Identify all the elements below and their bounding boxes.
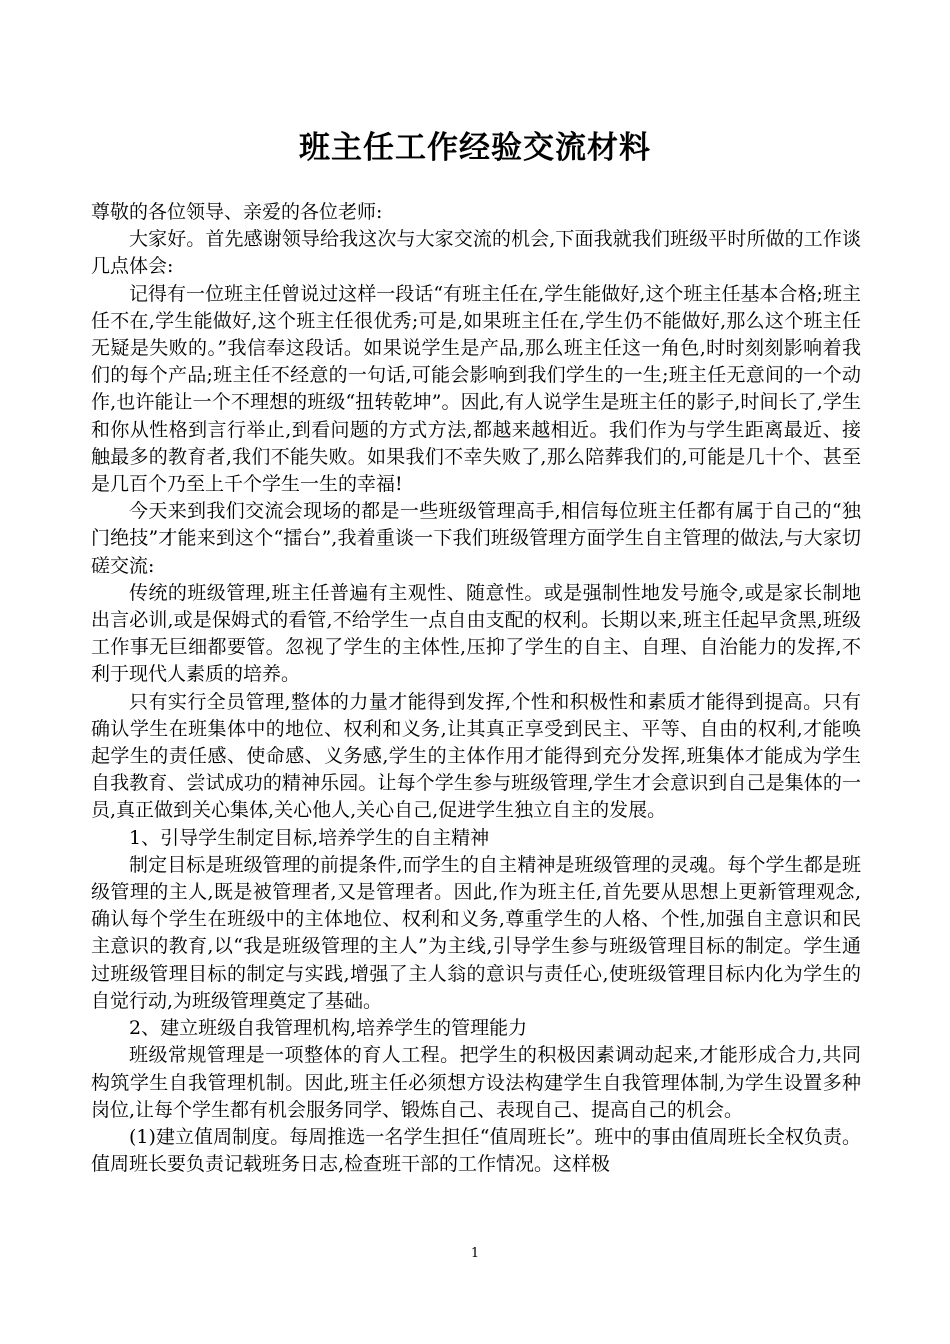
document-body <box>91 199 861 1178</box>
paragraph: 传统的班级管理,班主任普遍有主观性、随意性。或是强制性地发号施令,或是家长制地出言必训,或是保姆式的看管,不给学生一点自由支配的权利。长期以来,班主任起早贪黑,班级工作事无巨细都要管。忽视了学生的主体性,压抑了学生的自主、自理、自治能力的发挥,不利于现代人素质的培养。 <box>91 581 861 686</box>
paragraph: 班级常规管理是一项整体的育人工程。把学生的积极因素调动起来,才能形成合力,共同构筑学生自我管理机制。因此,班主任必须想方设法构建学生自我管理体制,为学生设置多种岗位,让每个学生都有机会服务同学、锻炼自己、表现自己、提高自己的机会。 <box>91 1044 861 1121</box>
paragraph: 制定目标是班级管理的前提条件,而学生的自主精神是班级管理的灵魂。每个学生都是班级管理的主人,既是被管理者,又是管理者。因此,作为班主任,首先要从思想上更新管理观念,确认每个学生在班级中的主体地位、权利和义务,尊重学生的人格、个性,加强自主意识和民主意识的教育,以“我是班级管理的主人”为主线,引导学生参与班级管理目标的制定。学生通过班级管理目标的制定与实践,增强了主人翁的意识与责任心,使班级管理目标内化为学生的自觉行动,为班级管理奠定了基础。 <box>91 853 861 1012</box>
section-heading: 1、引导学生制定目标,培养学生的自主精神 <box>129 826 490 849</box>
paragraph: (1)建立值周制度。每周推选一名学生担任“值周班长”。班中的事由值周班长全权负责。值周班长要负责记载班务日志,检查班干部的工作情况。这样极 <box>91 1125 861 1176</box>
paragraph: 今天来到我们交流会现场的都是一些班级管理高手,相信每位班主任都有属于自己的“独门绝技”才能来到这个“擂台”,我着重谈一下我们班级管理方面学生自主管理的做法,与大家切磋交流: <box>91 500 861 577</box>
paragraph: 只有实行全员管理,整体的力量才能得到发挥,个性和积极性和素质才能得到提高。只有确认学生在班集体中的地位、权利和义务,让其真正享受到民主、平等、自由的权利,才能唤起学生的责任感、使命感、义务感,学生的主体作用才能得到充分发挥,班集体才能成为学生自我教育、尝试成功的精神乐园。让每个学生参与班级管理,学生才会意识到自己是集体的一员,真正做到关心集体,关心他人,关心自己,促进学生独立自主的发展。 <box>91 690 861 822</box>
paragraph: 记得有一位班主任曾说过这样一段话“有班主任在,学生能做好,这个班主任基本合格;班主任不在,学生能做好,这个班主任很优秀;可是,如果班主任在,学生仍不能做好,那么这个班主任无疑是失败的。”我信奉这段话。如果说学生是产品,那么班主任这一角色,时时刻刻影响着我们的每个产品;班主任不经意的一句话,可能会影响到我们学生的一生;班主任无意间的一个动作,也许能让一个不理想的班级“扭转乾坤”。因此,有人说学生是班主任的影子,时间长了,学生和你从性格到言行举止,到看问题的方式方法,都越来越相近。我们作为与学生距离最近、接触最多的教育者,我们不能失败。如果我们不幸失败了,那么陪葬我们的,可能是几十个、甚至是几百个乃至上千个学生一生的幸福! <box>91 282 861 496</box>
section-heading: 2、建立班级自我管理机构,培养学生的管理能力 <box>129 1017 528 1040</box>
page-number: 1 <box>470 1246 480 1261</box>
paragraph: 大家好。首先感谢领导给我这次与大家交流的机会,下面我就我们班级平时所做的工作谈几点体会: <box>91 228 861 278</box>
salutation: 尊敬的各位领导、亲爱的各位老师: <box>91 201 383 223</box>
document-title: 班主任工作经验交流材料 <box>299 130 651 166</box>
